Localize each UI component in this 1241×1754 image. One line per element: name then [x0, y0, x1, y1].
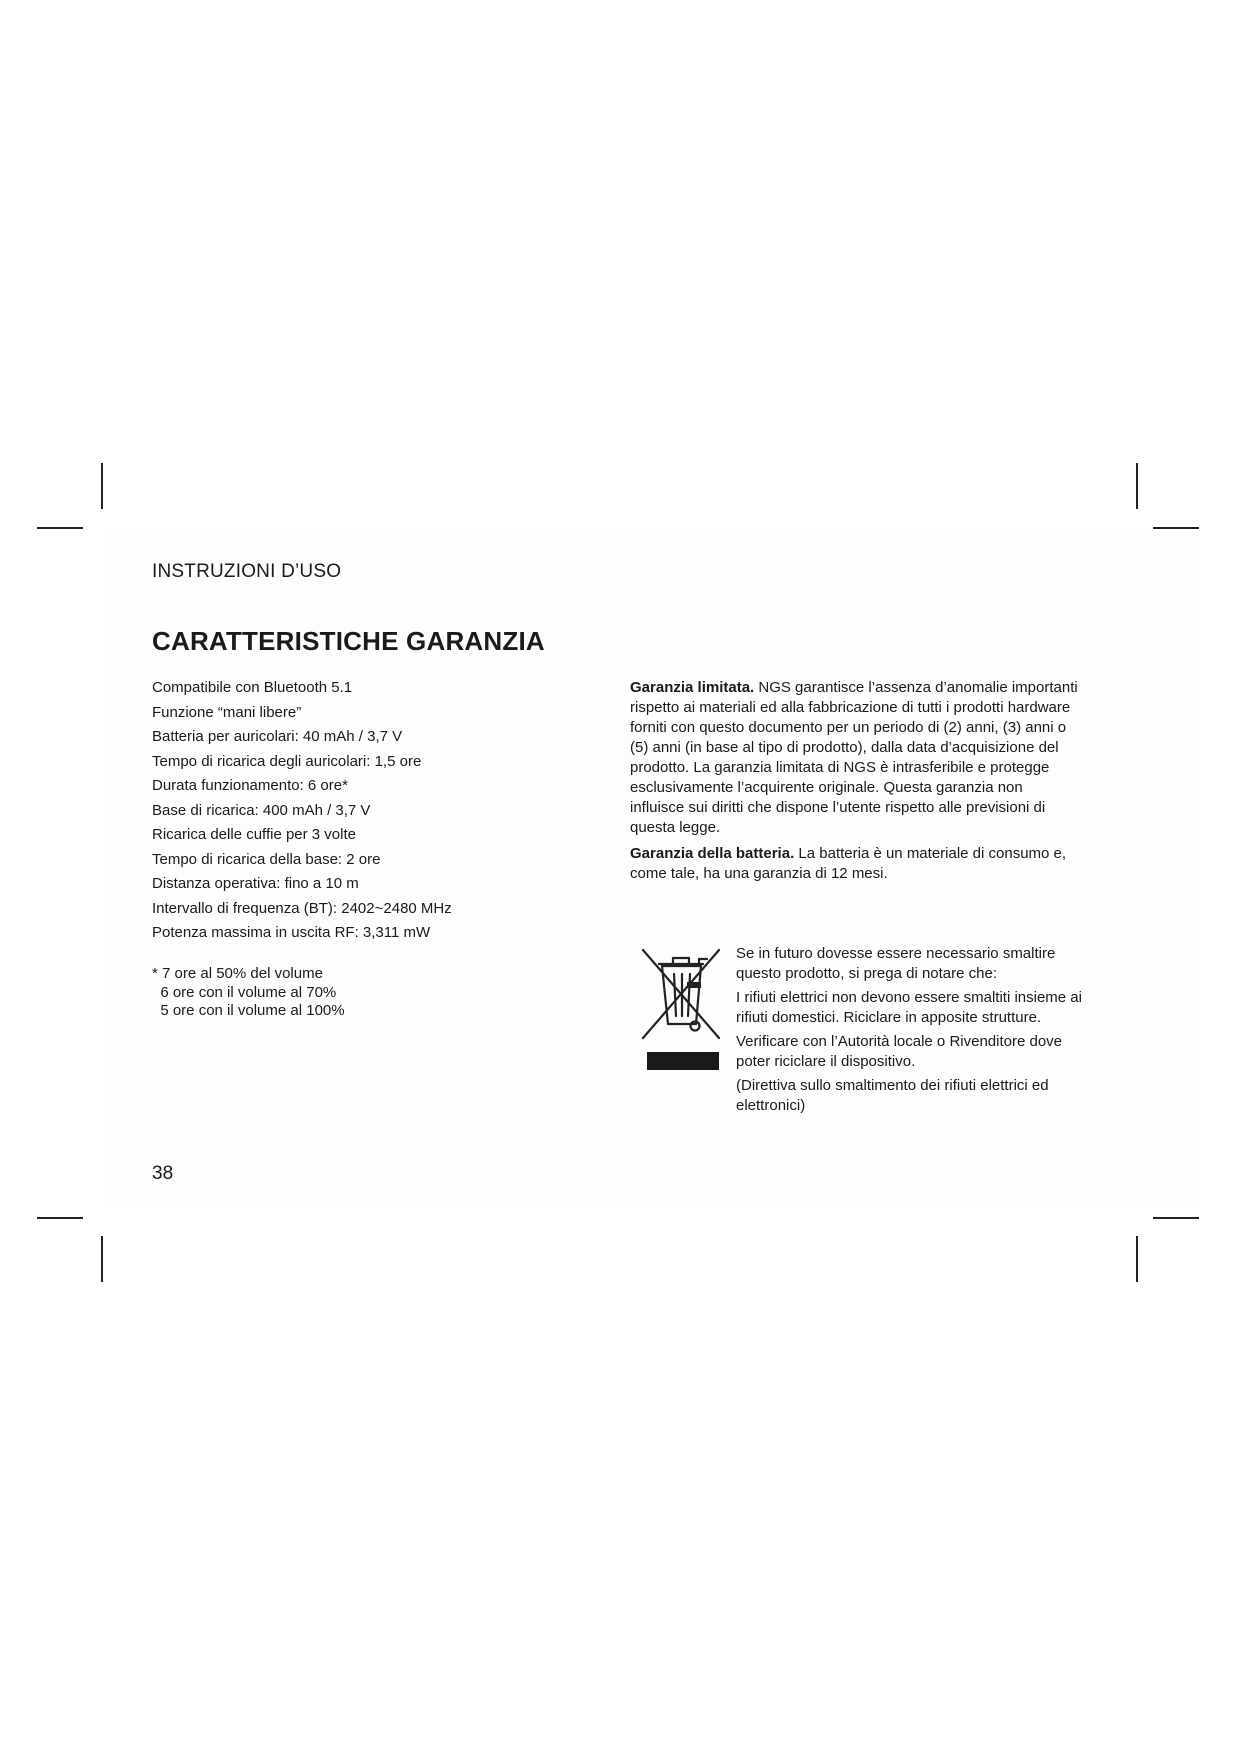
footnote-line: * 7 ore al 50% del volume [152, 965, 323, 982]
specs-list [152, 676, 452, 946]
weee-paragraph: Se in futuro dovesse essere necessario smaltire questo prodotto, si prega di notare che: [736, 945, 1056, 982]
spec-item: Tempo di ricarica della base: 2 ore [152, 850, 381, 868]
weee-paragraph: Verificare con l’Autorità locale o Rivenditore dove poter riciclare il dispositivo. [736, 1033, 1063, 1070]
crop-mark-bottom-right-vertical [1136, 1236, 1138, 1282]
footnote-line: 5 ore con il volume al 100% [152, 1002, 345, 1019]
crop-mark-top-right-vertical [1136, 463, 1138, 509]
spec-item: Ricarica delle cuffie per 3 volte [152, 826, 356, 843]
spec-item: Distanza operativa: fino a 10 m [152, 875, 359, 892]
crop-mark-bottom-left-vertical [101, 1236, 103, 1282]
page-header: INSTRUZIONI D’USO [152, 561, 342, 582]
page-title: CARATTERISTICHE GARANZIA [152, 626, 545, 656]
crop-mark-top-right-horizontal [1153, 527, 1199, 529]
warranty-section [630, 678, 1080, 890]
footnote-line: 6 ore con il volume al 70% [152, 983, 337, 1001]
spec-item: Tempo di ricarica degli auricolari: 1,5 ore [152, 752, 422, 770]
battery-warranty-title: Garanzia della batteria. [630, 845, 795, 862]
spec-item: Base di ricarica: 400 mAh / 3,7 V [152, 801, 371, 819]
spec-item: Batteria per auricolari: 40 mAh / 3,7 V [152, 728, 403, 745]
spec-item: Potenza massima in uscita RF: 3,311 mW [152, 924, 431, 941]
crop-mark-top-left-horizontal [37, 527, 83, 529]
battery-warranty-text: La batteria è un materiale di consumo e, come tale, ha una garanzia di 12 mesi. [630, 845, 1067, 882]
weee-paragraph: I rifiuti elettrici non devono essere smaltiti insieme ai rifiuti domestici. Riciclare in apposite strutture. [736, 989, 1082, 1026]
limited-warranty-title: Garanzia limitata. [630, 679, 755, 696]
spec-item: Funzione “mani libere” [152, 703, 302, 721]
page-number: 38 [152, 1163, 174, 1184]
weee-paragraph: (Direttiva sullo smaltimento dei rifiuti elettrici ed elettronici) [736, 1077, 1049, 1114]
limited-warranty-paragraph [630, 678, 1080, 838]
crop-mark-bottom-left-horizontal [37, 1217, 83, 1219]
crop-mark-bottom-right-horizontal [1153, 1217, 1199, 1219]
battery-warranty-paragraph [630, 844, 1080, 884]
crossed-out-wheelie-bin-icon [637, 942, 725, 1078]
limited-warranty-text: NGS garantisce l’assenza d’anomalie importanti rispetto ai materiali ed alla fabbricazione di tutti i prodotti hardware forniti con questo documento per un periodo di (2) anni, (3) anni o (5) anni (in base al tipo di prodotto), dalla data d’acquisizione del prodotto. La garanzia limitata di NGS è intrasferibile e protegge esclusivamente l’acquirente originale. Questa garanzia non influisce sui diritti che dispone l’utente rispetto alle previsioni di questa legge. [630, 679, 1078, 836]
spec-item: Compatibile con Bluetooth 5.1 [152, 679, 353, 696]
crop-mark-top-left-vertical [101, 463, 103, 509]
spec-item: Durata funzionamento: 6 ore* [152, 777, 348, 794]
spec-item: Intervallo di frequenza (BT): 2402~2480 MHz [152, 899, 452, 917]
battery-footnote [152, 965, 345, 1021]
weee-disposal-notice [736, 944, 1086, 1120]
